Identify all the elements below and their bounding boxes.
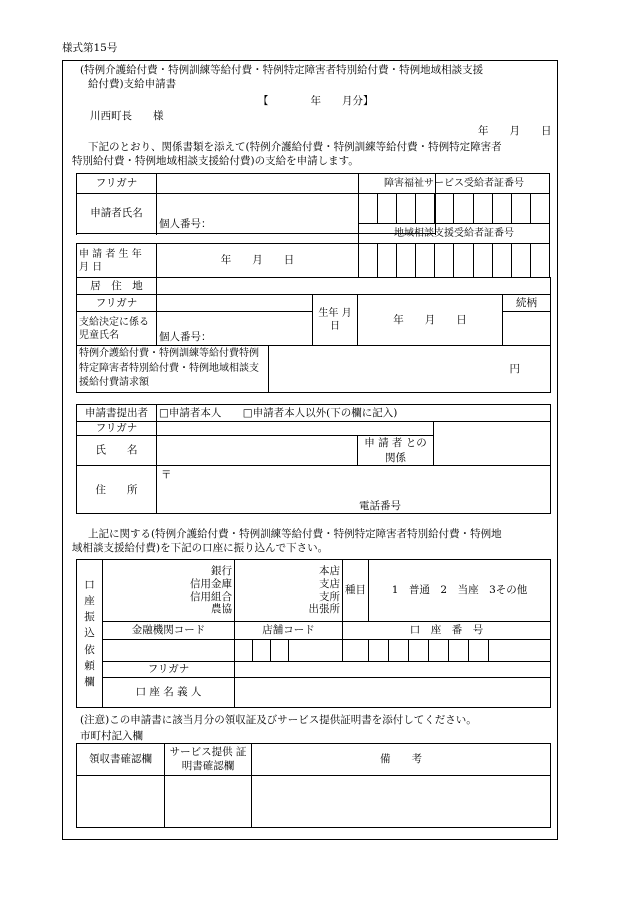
account-digit[interactable] <box>449 640 469 662</box>
other-checkbox[interactable]: □申請者本人以外(下の欄に記入) <box>242 406 398 419</box>
addressee: 川西町長 様 <box>90 110 164 122</box>
application-date: 年 月 日 <box>478 125 552 137</box>
cert-digit[interactable] <box>511 194 530 224</box>
cert-digit[interactable] <box>492 244 511 278</box>
institution-type[interactable]: 銀行 信用金庫 信用組合 農協 <box>103 560 235 622</box>
cert-digit[interactable] <box>473 244 492 278</box>
office-table <box>76 743 551 828</box>
child-name-field[interactable] <box>157 312 313 346</box>
account-digit[interactable] <box>343 640 369 662</box>
branch-code-digit[interactable] <box>253 640 271 662</box>
address-label: 居 住 地 <box>77 278 157 295</box>
title-line2: 給付費)支給申請書 <box>88 78 177 90</box>
cert-digit[interactable] <box>378 244 397 278</box>
account-digit[interactable] <box>429 640 449 662</box>
intro-line2: 特別給付費・特例地域相談支援給付費)の支給を申請します。 <box>72 155 359 167</box>
cert-digit[interactable] <box>416 244 435 278</box>
branch-code-label: 店舗コード <box>235 622 343 640</box>
cert-digit[interactable] <box>473 194 492 224</box>
branch-code-digit[interactable] <box>289 640 343 662</box>
child-name-label: 支給決定に係る児童氏名 <box>77 312 157 346</box>
account-number-label: 口 座 番 号 <box>343 622 551 640</box>
claim-table <box>76 345 551 393</box>
holder-furigana-label: フリガナ <box>103 662 235 678</box>
service-cert-label: 障害福祉サービス受給者証番号 <box>359 174 550 194</box>
branch-type[interactable]: 本店 支店 支所 出張所 <box>235 560 343 622</box>
cert-digit[interactable] <box>530 244 549 278</box>
cert-digit[interactable] <box>435 244 454 278</box>
cert-digit[interactable] <box>530 194 549 224</box>
account-type-label: 種目 <box>343 560 369 622</box>
remarks-label: 備 考 <box>252 744 551 776</box>
submitter-address-label: 住 所 <box>77 466 157 514</box>
submitter-label: 申請書提出者 <box>77 405 157 422</box>
claim-amount[interactable] <box>269 346 551 393</box>
receipt-check-field[interactable] <box>77 776 165 828</box>
claim-unit: 円 <box>509 362 520 375</box>
cert-digit[interactable] <box>378 194 397 224</box>
submitter-options <box>157 405 551 422</box>
relation-label: 続柄 <box>503 295 551 312</box>
intro-line1: 下記のとおり、関係書類を添えて(特例介護給付費・特例訓練等給付費・特例特定障害者 <box>88 141 502 153</box>
period: 【 年 月分】 <box>258 95 374 107</box>
attachment-note: (注意)この申請書に該当月分の領収証及びサービス提供証明書を添付してください。 <box>80 714 477 726</box>
institution-code-label: 金融機関コード <box>103 622 235 640</box>
child-individual-no: 個人番号： <box>159 331 212 344</box>
account-digit[interactable] <box>489 640 551 662</box>
birth-label: 申 請 者 生 年 月 日 <box>77 244 157 278</box>
account-digit[interactable] <box>389 640 409 662</box>
child-birth-value[interactable]: 年 月 日 <box>358 295 503 346</box>
remarks-field[interactable] <box>252 776 551 828</box>
child-table <box>76 294 551 346</box>
self-checkbox[interactable]: □申請者本人 <box>159 406 222 419</box>
applicant-furigana-label: フリガナ <box>77 174 157 194</box>
holder-label: 口 座 名 義 人 <box>103 678 235 708</box>
cert-digit[interactable] <box>454 194 473 224</box>
service-cert-check-field[interactable] <box>165 776 252 828</box>
phone-label: 電話番号 <box>359 500 401 513</box>
branch-code-digit[interactable] <box>271 640 289 662</box>
bank-intro-line1: 上記に関する(特例介護給付費・特例訓練等給付費・特例特定障害者特別給付費・特例地 <box>88 528 502 540</box>
relation-field[interactable] <box>434 422 551 466</box>
submitter-name-field[interactable] <box>157 436 358 466</box>
bank-side-label: 口 座 振 込 依 頼 欄 <box>77 560 103 708</box>
cert-digit[interactable] <box>397 244 416 278</box>
institution-code[interactable] <box>103 640 235 662</box>
birth-value[interactable]: 年 月 日 <box>157 244 359 278</box>
applicant-birth-table <box>76 243 359 278</box>
cert-digit[interactable] <box>359 194 378 224</box>
child-furigana-field[interactable] <box>157 295 313 312</box>
office-use-title: 市町村記入欄 <box>80 730 143 742</box>
cert-digit[interactable] <box>511 244 530 278</box>
service-cert-check-label: サービス提供 証明書確認欄 <box>165 744 252 776</box>
claim-label: 特例介護給付費・特例訓練等給付費特例特定障害者特別給付費・特例地域相談支援給付費請求額 <box>77 346 269 393</box>
holder-furigana-field[interactable] <box>235 662 551 678</box>
applicant-individual-no: 個人番号： <box>159 218 212 231</box>
cert-digit[interactable] <box>492 194 511 224</box>
submitter-address-field[interactable] <box>157 466 551 514</box>
cert-digit[interactable] <box>397 194 416 224</box>
address-table <box>76 277 551 295</box>
holder-field[interactable] <box>235 678 551 708</box>
submitter-furigana-field[interactable] <box>157 422 434 436</box>
certificate-table <box>358 173 550 278</box>
form-number: 様式第15号 <box>62 42 118 54</box>
receipt-check-label: 領収書確認欄 <box>77 744 165 776</box>
title-line1: (特例介護給付費・特例訓練等給付費・特例特定障害者特別給付費・特例地域相談支援 <box>80 64 484 76</box>
cert-digit[interactable] <box>435 194 454 224</box>
cert-digit[interactable] <box>416 194 435 224</box>
community-cert-label: 地域相談支援受給者証番号 <box>359 224 550 244</box>
cert-digit[interactable] <box>454 244 473 278</box>
account-digit[interactable] <box>469 640 489 662</box>
child-birth-label: 生年 月日 <box>313 295 358 346</box>
cert-digit[interactable] <box>359 244 378 278</box>
applicant-relation-label: 申 請 者 との関係 <box>358 436 434 466</box>
submitter-name-label: 氏 名 <box>77 436 157 466</box>
applicant-name-label: 申請者氏名 <box>77 194 157 234</box>
bank-intro-line2: 域相談支援給付費)を下記の口座に振り込んで下さい。 <box>72 542 329 554</box>
address-field[interactable] <box>157 278 551 295</box>
child-furigana-label: フリガナ <box>77 295 157 312</box>
postal-mark: 〒 <box>161 469 172 482</box>
relation-field[interactable] <box>503 312 551 346</box>
account-digit[interactable] <box>409 640 429 662</box>
submitter-furigana-label: フリガナ <box>77 422 157 436</box>
bank-table <box>76 559 551 708</box>
account-type-options[interactable]: 1 普通 2 当座 3その他 <box>369 560 551 622</box>
submitter-table <box>76 404 551 514</box>
account-digit[interactable] <box>369 640 389 662</box>
branch-code-digit[interactable] <box>235 640 253 662</box>
